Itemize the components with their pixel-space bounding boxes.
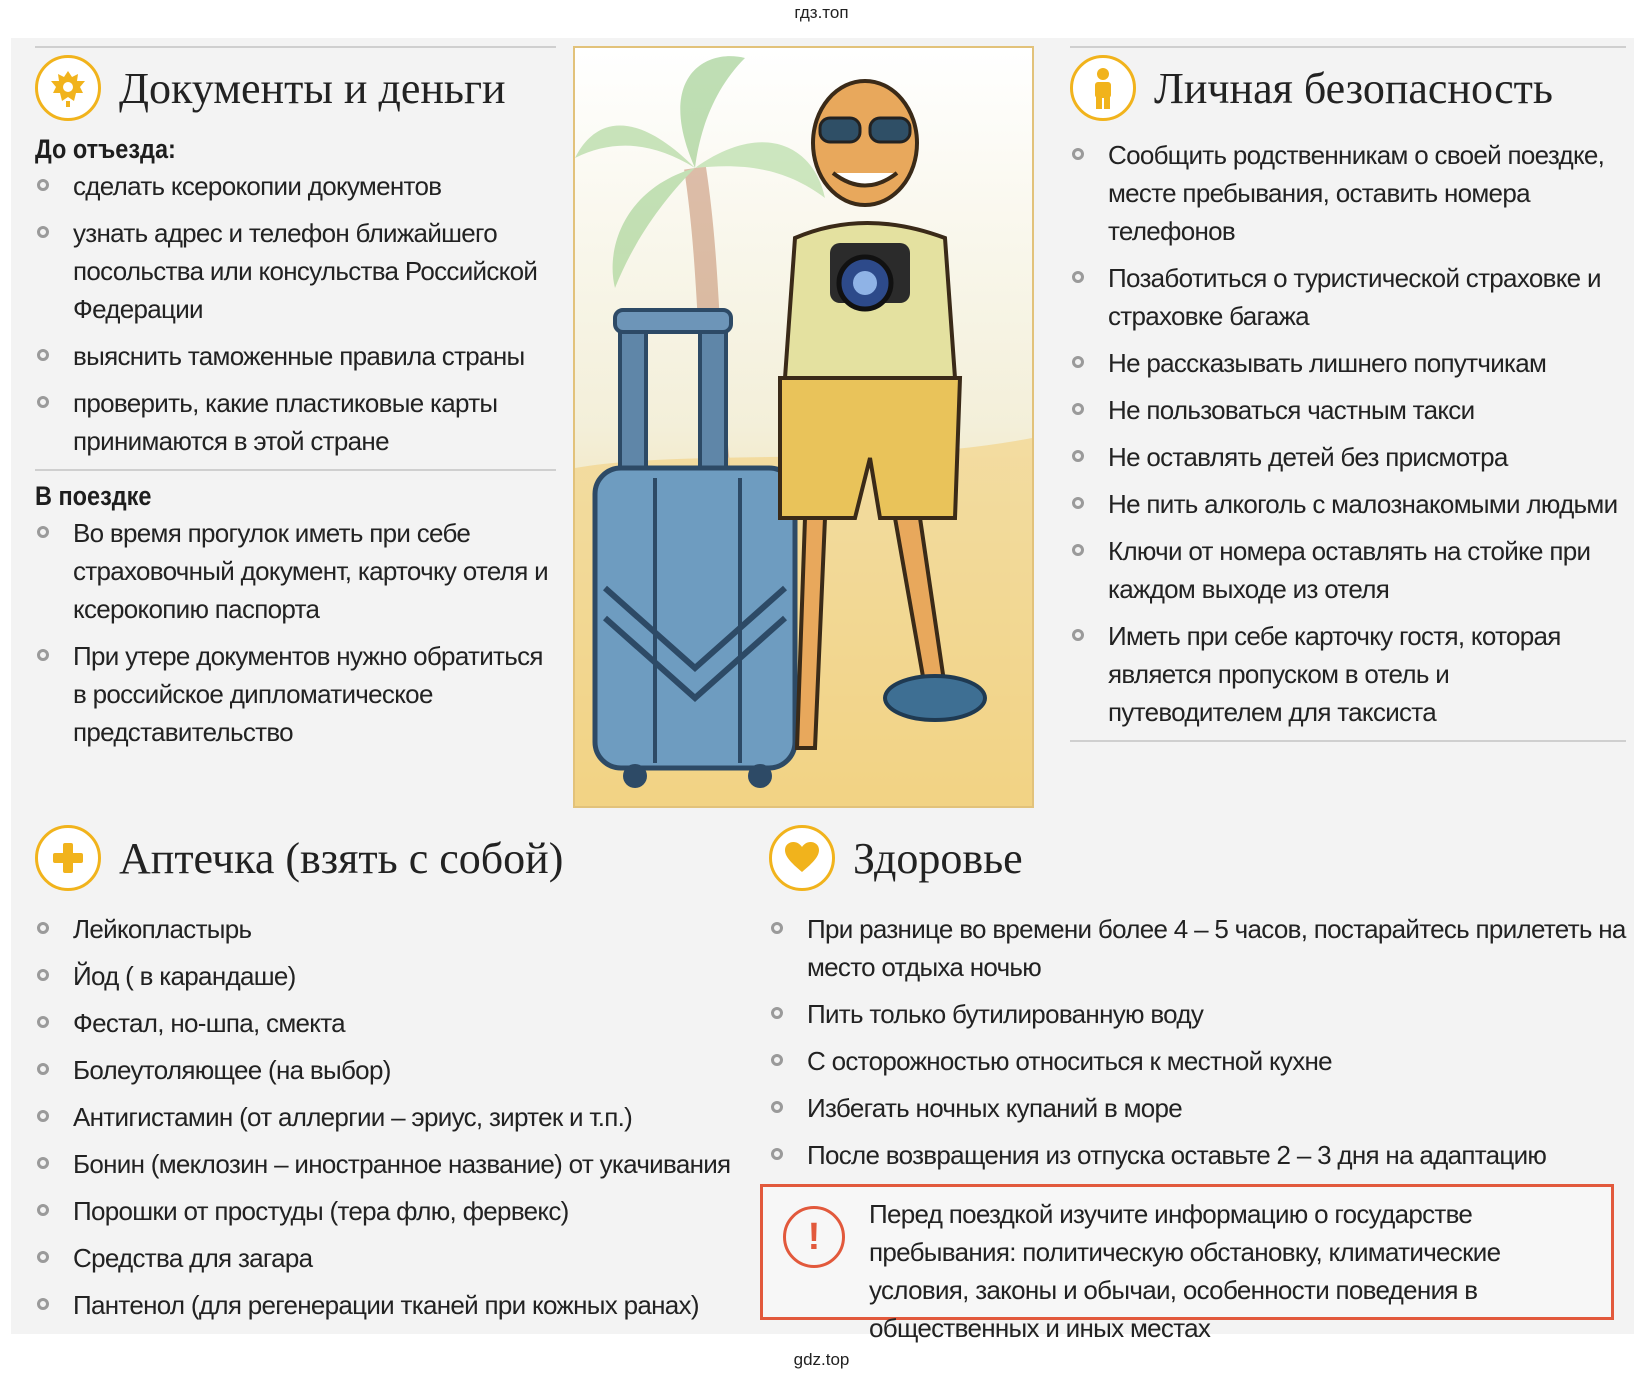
list-item: Лейкопластырь <box>35 910 735 948</box>
list-item: Пантенол (для регенерации тканей при кожных ранах) <box>35 1286 735 1324</box>
warning-text: Перед поездкой изучите информацию о государстве пребывания: политическую обстановку, климатические условия, законы и обычаи, особенности поведения в общественных и иных местах <box>869 1199 1501 1343</box>
safety-title: Личная безопасность <box>1154 63 1553 113</box>
first-aid-title: Аптечка (взять с собой) <box>119 833 564 883</box>
documents-section <box>35 46 556 760</box>
list-item: Болеутоляющее (на выбор) <box>35 1051 735 1089</box>
list-item: Антигистамин (от аллергии – эриус, зиртек и т.п.) <box>35 1098 735 1136</box>
during-trip-list <box>35 514 556 751</box>
first-aid-section <box>35 818 735 1333</box>
health-list <box>769 910 1629 1174</box>
list-item: Не пить алкоголь с малознакомыми людьми <box>1070 485 1626 523</box>
site-label-top: гдз.топ <box>794 3 849 22</box>
person-icon <box>1070 55 1136 121</box>
before-trip-label: До отъезда: <box>35 134 176 164</box>
before-trip-list <box>35 167 556 460</box>
documents-heading <box>35 48 556 128</box>
safety-heading <box>1070 48 1626 128</box>
list-item: Порошки от простуды (тера флю, фервекс) <box>35 1192 735 1230</box>
section-divider <box>35 469 556 471</box>
list-item: Иметь при себе карточку гостя, которая является пропуском в отель и путеводителем для таксиста <box>1070 617 1626 731</box>
plus-icon <box>35 825 101 891</box>
list-item: Во время прогулок иметь при себе страховочный документ, карточку отеля и ксерокопию паспорта <box>35 514 556 628</box>
list-item: Бонин (меклозин – иностранное название) от укачивания <box>35 1145 735 1183</box>
list-item: При разнице во времени более 4 – 5 часов, постарайтесь прилететь на место отдыха ночью <box>769 910 1629 986</box>
list-item: Фестал, но-шпа, смекта <box>35 1004 735 1042</box>
list-item: После возвращения из отпуска оставьте 2 – 3 дня на адаптацию <box>769 1136 1629 1174</box>
safety-list <box>1070 136 1626 731</box>
travel-memo-card <box>11 38 1634 1343</box>
list-item: Избегать ночных купаний в море <box>769 1089 1629 1127</box>
first-aid-heading <box>35 818 735 898</box>
list-item: Не рассказывать лишнего попутчикам <box>1070 344 1626 382</box>
first-aid-list <box>35 910 735 1324</box>
list-item: Средства для загара <box>35 1239 735 1277</box>
list-item: выяснить таможенные правила страны <box>35 337 556 375</box>
list-item: узнать адрес и телефон ближайшего посольства или консульства Российской Федерации <box>35 214 556 328</box>
coat-of-arms-icon <box>35 55 101 121</box>
health-section <box>769 818 1629 1183</box>
list-item: При утере документов нужно обратиться в российское дипломатическое представительство <box>35 637 556 751</box>
list-item: Сообщить родственникам о своей поездке, месте пребывания, оставить номера телефонов <box>1070 136 1626 250</box>
warning-box <box>760 1184 1614 1343</box>
list-item: Пить только бутилированную воду <box>769 995 1629 1033</box>
site-label-bottom: gdz.top <box>793 1350 850 1369</box>
health-title: Здоровье <box>853 833 1023 883</box>
tourist-illustration <box>573 46 1034 808</box>
list-item: Не пользоваться частным такси <box>1070 391 1626 429</box>
list-item: Не оставлять детей без присмотра <box>1070 438 1626 476</box>
list-item: проверить, какие пластиковые карты принимаются в этой стране <box>35 384 556 460</box>
documents-title: Документы и деньги <box>119 63 506 113</box>
exclamation-icon: ! <box>783 1206 845 1268</box>
list-item: Позаботиться о туристической страховке и страховке багажа <box>1070 259 1626 335</box>
list-item: Йод ( в карандаше) <box>35 957 735 995</box>
health-heading <box>769 818 1629 898</box>
safety-section <box>1070 46 1626 742</box>
section-divider <box>1070 740 1626 742</box>
during-trip-label: В поездке <box>35 481 152 511</box>
heart-icon <box>769 825 835 891</box>
list-item: С осторожностью относиться к местной кухне <box>769 1042 1629 1080</box>
list-item: сделать ксерокопии документов <box>35 167 556 205</box>
list-item: Ключи от номера оставлять на стойке при каждом выходе из отеля <box>1070 532 1626 608</box>
